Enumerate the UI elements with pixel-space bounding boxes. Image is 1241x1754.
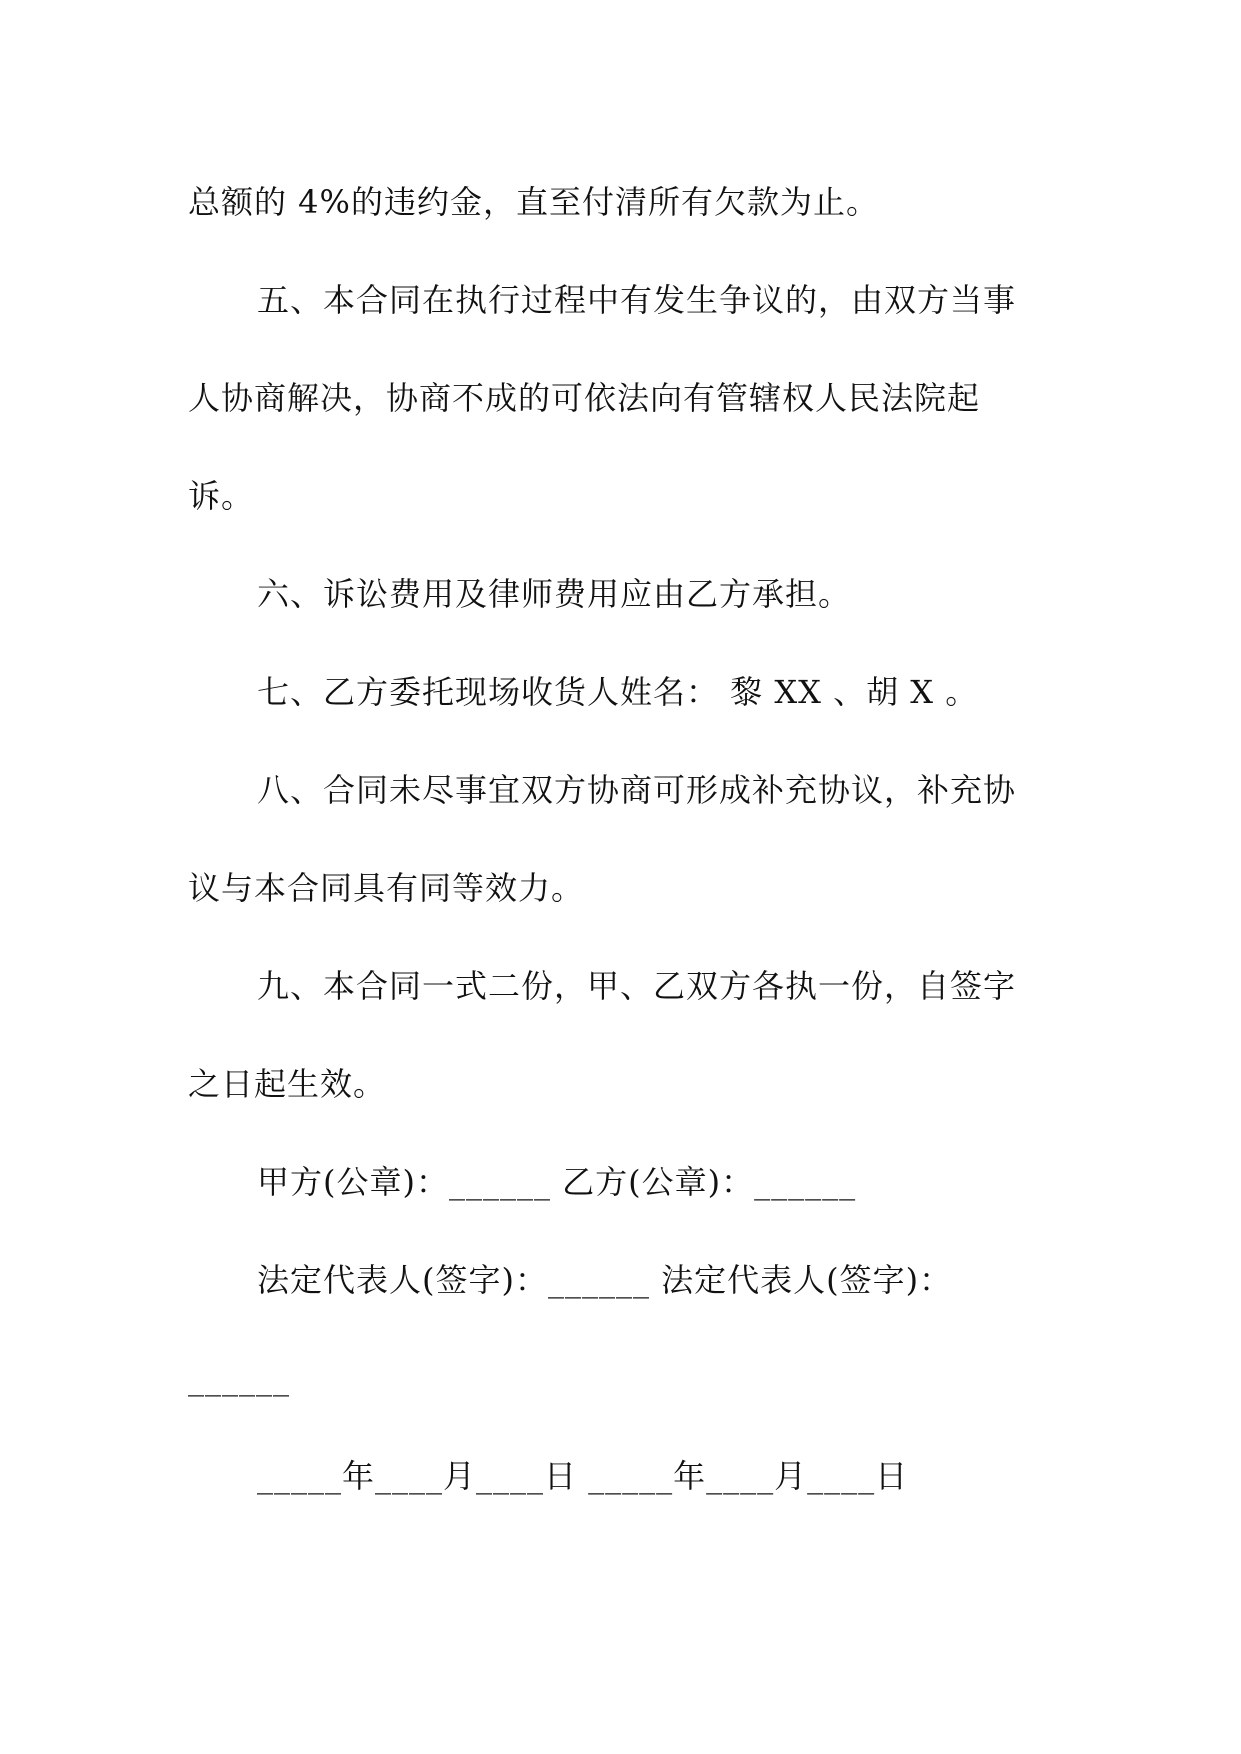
party-seal-line: 甲方(公章)：______ 乙方(公章)：______	[257, 1163, 857, 1201]
clause-nine: 九、本合同一式二份，甲、乙双方各执一份，自签字	[257, 967, 1017, 1005]
text-line: 总额的 4%的违约金，直至付清所有欠款为止。	[188, 183, 879, 221]
clause-seven: 七、乙方委托现场收货人姓名： 黎 XX 、胡 X 。	[257, 673, 979, 711]
text-line: 之日起生效。	[188, 1065, 387, 1103]
text-line: 人协商解决，协商不成的可依法向有管辖权人民法院起	[188, 379, 981, 417]
clause-eight: 八、合同未尽事宜双方协商可形成补充协议，补充协	[257, 771, 1017, 809]
signature-blank: ______	[188, 1359, 290, 1397]
legal-rep-signature-line: 法定代表人(签字)：______ 法定代表人(签字)：	[257, 1261, 953, 1299]
date-line: _____年____月____日 _____年____月____日	[257, 1457, 909, 1495]
clause-five: 五、本合同在执行过程中有发生争议的，由双方当事	[257, 281, 1017, 319]
clause-six: 六、诉讼费用及律师费用应由乙方承担。	[257, 575, 852, 613]
text-line: 诉。	[188, 477, 255, 515]
text-line: 议与本合同具有同等效力。	[188, 869, 585, 907]
